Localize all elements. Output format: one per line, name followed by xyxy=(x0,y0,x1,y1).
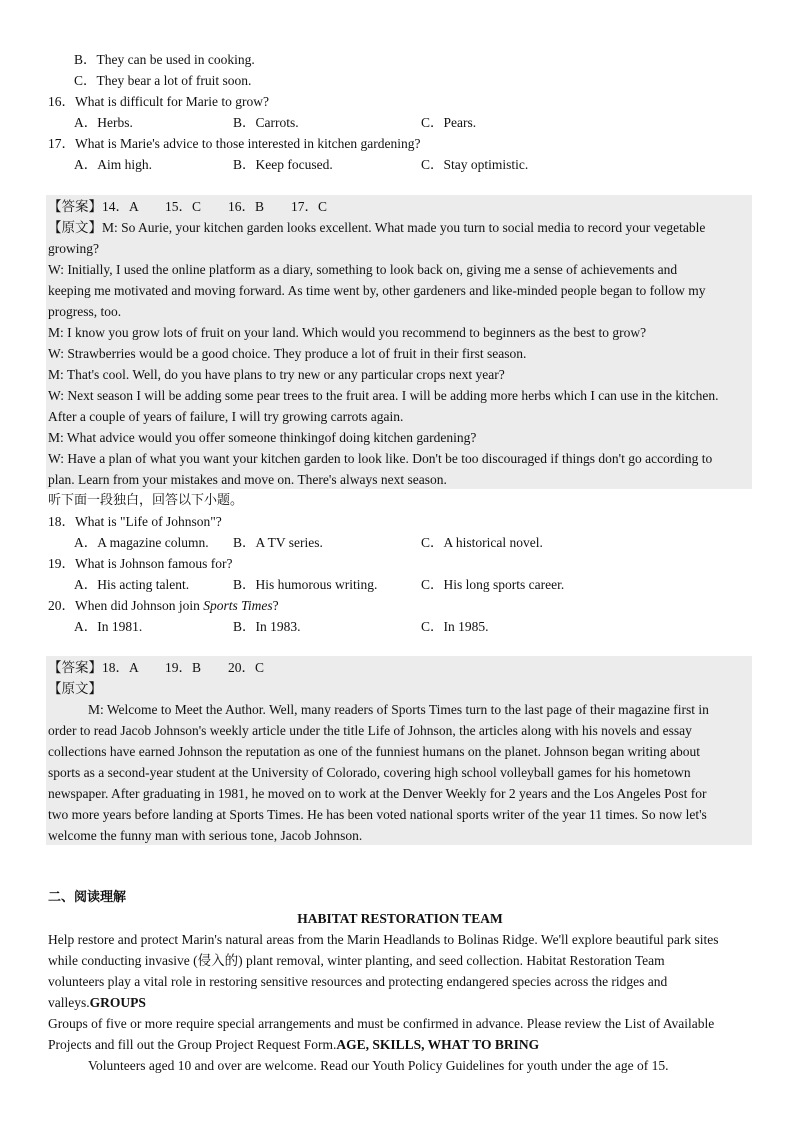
q20-stem-end: ? xyxy=(272,598,279,613)
passage-line xyxy=(48,992,146,1013)
q19-stem: 19．What is Johnson famous for? xyxy=(48,556,233,571)
transcript-2-line: welcome the funny man with serious tone, Jacob Johnson. xyxy=(48,828,363,843)
q20-option-a: A．In 1981. xyxy=(74,619,143,634)
q18-option-a: A．A magazine column. xyxy=(74,535,209,550)
transcript-1-line: W: Initially, I used the online platform as a diary, something to look back on, giving me a sense of achievements and xyxy=(48,262,678,277)
transcript-1-line: plan. Learn from your mistakes and move on. There's always next season. xyxy=(48,472,447,487)
transcript-1-line: W: Next season I will be adding some pear trees to the fruit area. I will be adding more herbs which I can use in the kitchen. xyxy=(48,388,719,403)
q20-stem-magazine-name: Sports Times xyxy=(203,598,273,613)
transcript-2-line: M: Welcome to Meet the Author. Well, many readers of Sports Times turn to the last page of their magazine first in xyxy=(88,702,709,717)
q19-option-a: A．His acting talent. xyxy=(74,577,190,592)
q20-stem-text: 20．When did Johnson join xyxy=(48,598,204,613)
q19-option-c: C．His long sports career. xyxy=(421,577,565,592)
passage-line: Groups of five or more require special arrangements and must be confirmed in advance. Please review the List of Available xyxy=(48,1016,715,1031)
transcript-1-line: growing? xyxy=(48,241,99,256)
transcript-1-line: M: That's cool. Well, do you have plans to try new or any particular crops next year? xyxy=(48,367,505,382)
groups-heading: GROUPS xyxy=(89,995,146,1010)
transcript-1-line: After a couple of years of failure, I will try growing carrots again. xyxy=(48,409,404,424)
transcript-1-line: 【原文】M: So Aurie, your kitchen garden looks excellent. What made you turn to social media to record your vegetable xyxy=(48,220,706,235)
q16-option-b: B．Carrots. xyxy=(233,115,299,130)
q20-option-c: C．In 1985. xyxy=(421,619,489,634)
q15-option-c: C．They bear a lot of fruit soon. xyxy=(74,73,252,88)
q16-option-c: C．Pears. xyxy=(421,115,477,130)
answer-block-1-answers: 【答案】14．A 15．C 16．B 17．C xyxy=(48,199,328,214)
monologue-instruction: 听下面一段独白，回答以下小题。 xyxy=(48,493,244,508)
passage-line: Volunteers aged 10 and over are welcome. Read our Youth Policy Guidelines for youth under the age of 15. xyxy=(88,1058,669,1073)
passage-title: HABITAT RESTORATION TEAM xyxy=(297,911,503,926)
transcript-2-line: sports as a second-year student at the University of Colorado, covering high school volleyball games for his hometown xyxy=(48,765,691,780)
section-heading: 二、阅读理解 xyxy=(48,890,127,905)
q18-stem: 18．What is "Life of Johnson"? xyxy=(48,514,222,529)
transcript-1-line: keeping me motivated and moving forward. As time went by, other gardeners and like-minded people began to follow my xyxy=(48,283,706,298)
q17-option-a: A．Aim high. xyxy=(74,157,153,172)
answer-block-2-label: 【原文】 xyxy=(48,681,102,696)
transcript-1-line: M: What advice would you offer someone thinkingof doing kitchen gardening? xyxy=(48,430,477,445)
q20-stem xyxy=(48,595,279,616)
q17-option-b: B．Keep focused. xyxy=(233,157,333,172)
passage-line: Help restore and protect Marin's natural areas from the Marin Headlands to Bolinas Ridge. We'll explore beautiful park sites xyxy=(48,932,719,947)
passage-line: volunteers play a vital role in restoring sensitive resources and protecting endangered species across the ridges and xyxy=(48,974,668,989)
transcript-1-line: progress, too. xyxy=(48,304,122,319)
passage-line xyxy=(48,1034,539,1055)
passage-text: Projects and fill out the Group Project Request Form. xyxy=(48,1037,337,1052)
q18-option-b: B．A TV series. xyxy=(233,535,323,550)
q16-stem: 16．What is difficult for Marie to grow? xyxy=(48,94,269,109)
transcript-2-line: two more years before landing at Sports Times. He has been voted national sports writer of the year 11 times. So now let's xyxy=(48,807,707,822)
passage-line: while conducting invasive (侵入的) plant removal, winter planting, and seed collection. Habitat Restoration Team xyxy=(48,953,665,968)
q15-option-b: B．They can be used in cooking. xyxy=(74,52,255,67)
q20-option-b: B．In 1983. xyxy=(233,619,301,634)
transcript-2-line: order to read Jacob Johnson's weekly article under the title Life of Johnson, the articles along with his novels and essay xyxy=(48,723,692,738)
age-skills-heading: AGE, SKILLS, WHAT TO BRING xyxy=(336,1037,540,1052)
q18-option-c: C．A historical novel. xyxy=(421,535,543,550)
q17-stem: 17．What is Marie's advice to those interested in kitchen gardening? xyxy=(48,136,421,151)
transcript-2-line: collections have earned Johnson the reputation as one of the funniest humans on the planet. Johnson began writing about xyxy=(48,744,700,759)
transcript-1-line: M: I know you grow lots of fruit on your land. Which would you recommend to beginners as the best to grow? xyxy=(48,325,647,340)
answer-block-2-answers: 【答案】18．A 19．B 20．C xyxy=(48,660,265,675)
transcript-1-line: W: Strawberries would be a good choice. They produce a lot of fruit in their first season. xyxy=(48,346,527,361)
q17-option-c: C．Stay optimistic. xyxy=(421,157,529,172)
passage-text: valleys. xyxy=(48,995,90,1010)
q19-option-b: B．His humorous writing. xyxy=(233,577,378,592)
q16-option-a: A．Herbs. xyxy=(74,115,133,130)
transcript-2-line: newspaper. After graduating in 1981, he moved on to work at the Denver Weekly for 2 years and the Los Angeles Post for xyxy=(48,786,707,801)
transcript-1-line: W: Have a plan of what you want your kitchen garden to look like. Don't be too discouraged if things don't go according to xyxy=(48,451,713,466)
